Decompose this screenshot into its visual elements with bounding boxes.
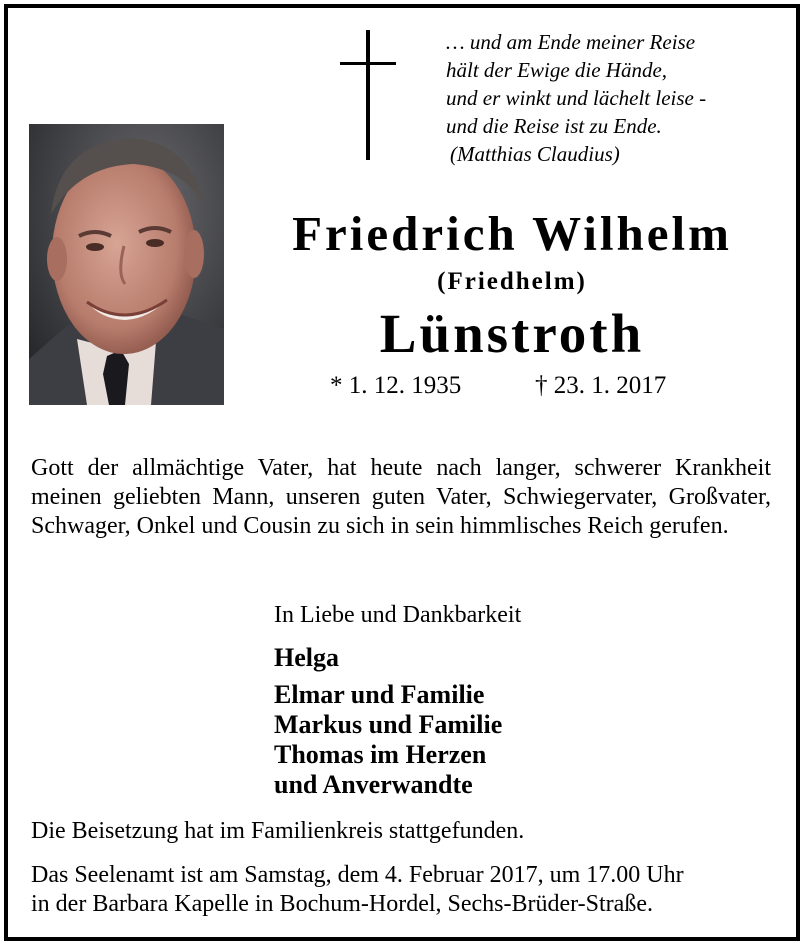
portrait-photo [29,124,224,405]
mourner-name: Markus und Familie [274,710,503,739]
mourner-name: Helga [274,643,339,672]
funeral-note: Die Beisetzung hat im Familienkreis stattgefunden. [31,818,525,844]
deceased-nickname: (Friedhelm) [437,268,587,295]
announcement-text: Gott der allmächtige Vater, hat heute nach langer, schwerer Krankheit meinen geliebten Mann, unseren guten Vater, Schwiegervater, Großvater, Schwager, Onkel und Cousin zu sich in sein himmlisches Reich gerufen. [31,455,771,539]
poem-line: … und am Ende meiner Reise [446,30,696,54]
birth-date: * 1. 12. 1935 [330,372,462,399]
mass-note [31,861,684,919]
mass-note-line: Das Seelenamt ist am Samstag, dem 4. Februar 2017, um 17.00 Uhr [31,862,684,888]
poem-line: und die Reise ist zu Ende. [446,114,662,138]
poem-line: und er winkt und lächelt leise - [446,86,707,110]
deceased-given-names: Friedrich Wilhelm [292,206,732,261]
mourner-name: und Anverwandte [274,770,473,799]
mass-note-line: in der Barbara Kapelle in Bochum-Hordel, Sechs-Brüder-Straße. [31,891,653,917]
poem-line: hält der Ewige die Hände, [446,58,668,82]
mourner-name: Thomas im Herzen [274,740,487,769]
poem-quote [446,28,706,168]
mourners-intro: In Liebe und Dankbarkeit [274,602,522,628]
deceased-surname: Lünstroth [379,303,645,364]
poem-author: (Matthias Claudius) [450,142,620,166]
mourners-list [274,643,502,800]
death-date: † 23. 1. 2017 [535,372,667,399]
mourner-name: Elmar und Familie [274,680,485,709]
